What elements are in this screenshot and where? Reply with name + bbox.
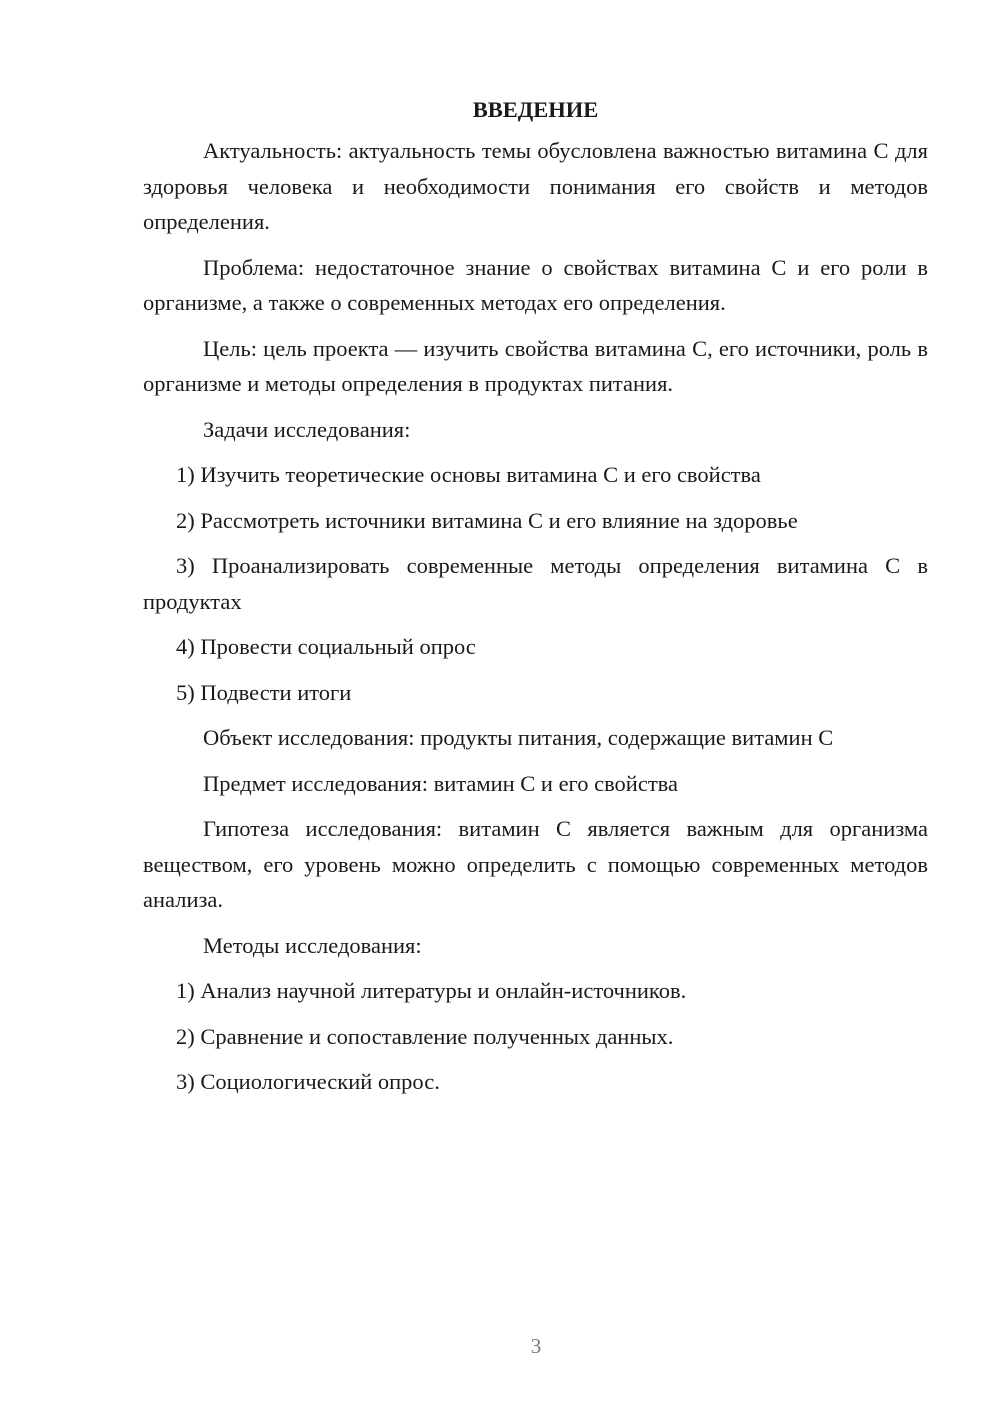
document-page	[143, 92, 928, 1110]
task-item: 2) Рассмотреть источники витамина С и его влияние на здоровье	[176, 507, 798, 533]
methods-heading: Методы исследования:	[203, 932, 422, 958]
task-item: 5) Подвести итоги	[176, 679, 352, 705]
subject-paragraph: Предмет исследования: витамин С и его свойства	[203, 770, 678, 796]
method-item: 1) Анализ научной литературы и онлайн-источников.	[176, 978, 687, 1003]
method-item: 3) Социологический опрос.	[176, 1069, 440, 1094]
goal-paragraph: Цель: цель проекта — изучить свойства витамина С, его источники, роль в организме и методы определения в продуктах питания.	[143, 335, 928, 396]
problem-paragraph: Проблема: недостаточное знание о свойствах витамина С и его роли в организме, а также о современных методах его определения.	[143, 254, 928, 315]
task-item: 3) Проанализировать современные методы определения витамина С в продуктах	[143, 553, 928, 614]
relevance-paragraph: Актуальность: актуальность темы обусловлена важностью витамина С для здоровья человека и необходимости понимания его свойств и методов определения.	[143, 138, 928, 234]
hypothesis-paragraph: Гипотеза исследования: витамин С является важным для организма веществом, его уровень можно определить с помощью современных методов анализа.	[143, 816, 928, 912]
method-item: 2) Сравнение и сопоставление полученных данных.	[176, 1023, 674, 1049]
object-paragraph: Объект исследования: продукты питания, содержащие витамин С	[203, 725, 834, 750]
section-title: ВВЕДЕНИЕ	[472, 97, 599, 122]
page-number: 3	[530, 1334, 542, 1358]
task-item: 1) Изучить теоретические основы витамина С и его свойства	[176, 462, 761, 487]
tasks-heading: Задачи исследования:	[203, 416, 411, 442]
task-item: 4) Провести социальный опрос	[176, 634, 476, 659]
